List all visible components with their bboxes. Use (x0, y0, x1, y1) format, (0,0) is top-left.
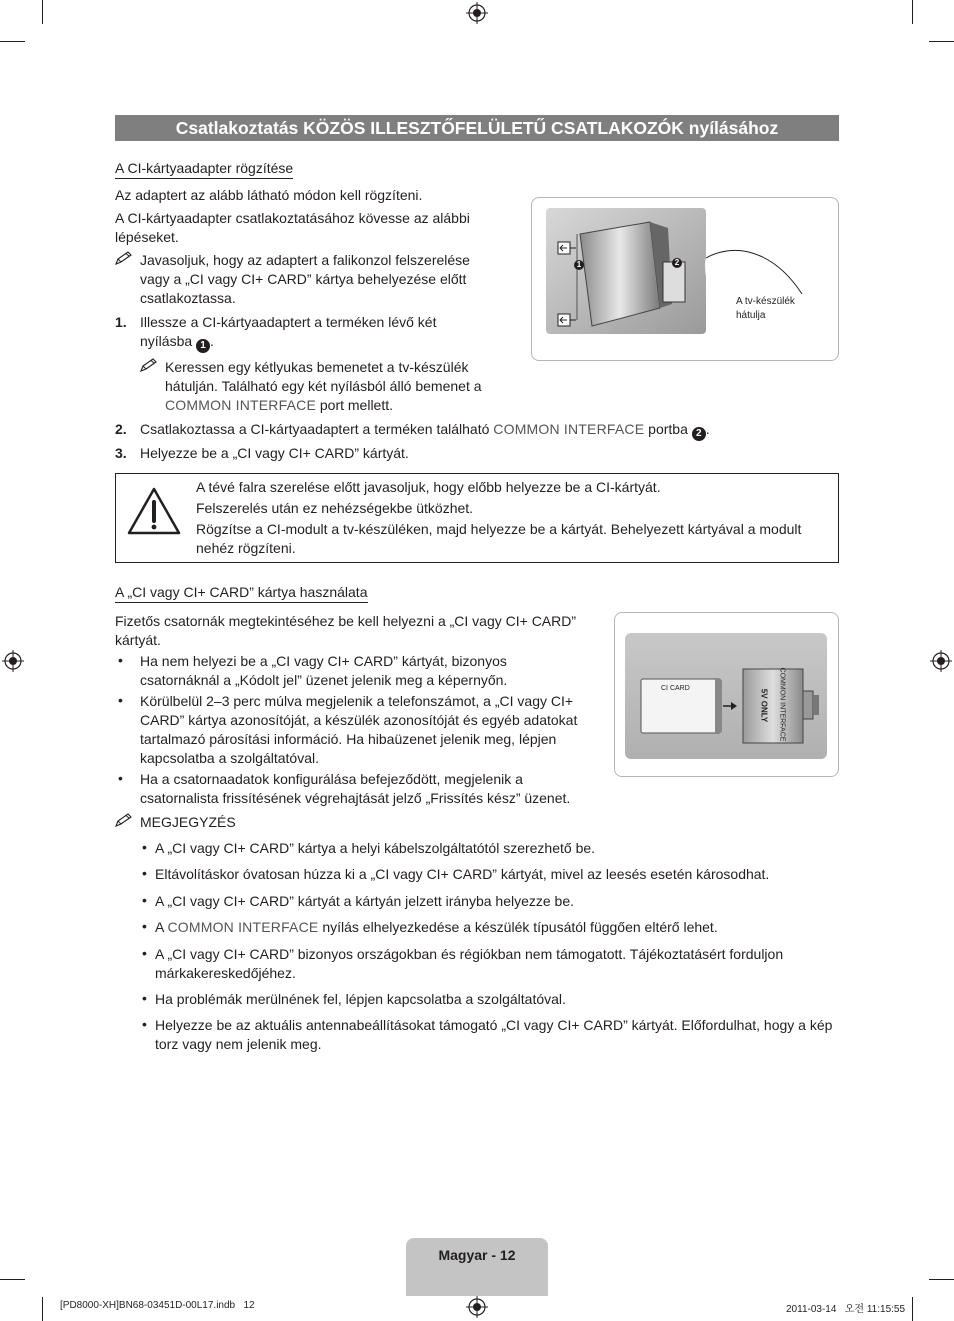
registration-mark-icon (466, 2, 488, 24)
note-item-pre: A (155, 919, 164, 935)
punctuation: . (210, 333, 214, 349)
note-text-post: port mellett. (319, 397, 394, 413)
step-number: 1. (115, 314, 127, 330)
crop-mark (0, 1279, 25, 1280)
figure-label: hátulja (736, 310, 766, 321)
note-item-post: nyílás elhelyezkedése a készülék típusától függően eltérő lehet. (322, 919, 718, 935)
step-marker-2: 2 (692, 427, 706, 441)
warning-line: Felszerelés után ez nehézségekbe ütközhet. (196, 500, 474, 516)
bullet-dot: • (142, 892, 147, 908)
crop-mark (912, 0, 913, 24)
bullet-dot: • (118, 770, 123, 786)
common-interface-label: COMMON INTERFACE (167, 919, 319, 935)
note-item: Eltávolításkor óvatosan húzza ki a „CI vagy CI+ CARD” kártyát, mivel az leesés esetén károsodhat. (155, 866, 770, 882)
figure-adapter-install (531, 197, 839, 361)
step-number: 2. (115, 421, 127, 437)
step-number: 3. (115, 445, 127, 461)
paragraph: Fizetős csatornák megtekintéséhez be kell helyezni a „CI vagy CI+ CARD” kártyát. (115, 613, 577, 648)
note-item: A „CI vagy CI+ CARD” kártyát a kártyán jelzett irányba helyezze be. (155, 893, 575, 909)
module-label: 5V ONLY (759, 688, 769, 723)
step-text-post: portba (648, 421, 688, 437)
note-text: Javasoljuk, hogy az adaptert a falikonzol felszerelése vagy a „CI vagy CI+ CARD” kártya behelyezése előtt csatlakoztassa. (140, 252, 470, 306)
note-item (155, 918, 835, 937)
punctuation: . (705, 421, 710, 437)
common-interface-label: COMMON INTERFACE (165, 397, 316, 413)
note-pencil-icon (115, 251, 133, 265)
note-item: A „CI vagy CI+ CARD” kártya a helyi kábelszolgáltatótól szerezhető be. (155, 840, 596, 856)
registration-mark-icon (466, 1296, 488, 1318)
registration-mark-icon (2, 650, 24, 672)
bullet-dot: • (142, 990, 147, 1006)
step-text: Helyezze be a „CI vagy CI+ CARD” kártyát. (140, 445, 409, 461)
bullet-text: Ha a csatornaadatok konfigurálása befejeződött, megjelenik a csatornalista frissítésének végrehajtását jelző „Frissítés kész” üzenet. (140, 771, 571, 806)
registration-mark-icon (930, 650, 952, 672)
bullet-dot: • (142, 945, 147, 961)
warning-box (115, 473, 839, 563)
page-number: Magyar - 12 (438, 1247, 516, 1263)
crop-mark (929, 1279, 954, 1280)
section-heading-ci-card: A „CI vagy CI+ CARD” kártya használata (115, 584, 368, 603)
figure-label: A tv-készülék (736, 296, 795, 307)
step-text-pre: Csatlakoztassa a CI-kártyaadaptert a terméken található (140, 421, 490, 437)
figure-marker-2: 2 (674, 258, 680, 267)
bullet-dot: • (118, 692, 123, 708)
figure-ci-card (614, 612, 839, 777)
ci-card-illustration (615, 613, 838, 776)
bullet-dot: • (118, 652, 123, 668)
note-text (165, 358, 505, 415)
figure-marker-1: 1 (576, 260, 582, 269)
bullet-dot: • (142, 918, 147, 934)
crop-mark (42, 1297, 43, 1321)
paragraph: A CI-kártyaadapter csatlakoztatásához kövesse az alábbi lépéseket. (115, 210, 470, 245)
crop-mark (42, 0, 43, 24)
bullet-dot: • (142, 839, 147, 855)
file-info: [PD8000-XH]BN68-03451D-00L17.indb 12 (60, 1300, 255, 1311)
note-pencil-icon (140, 358, 158, 372)
crop-mark (929, 41, 954, 42)
warning-line: Rögzítse a CI-modult a tv-készüléken, majd helyezze be a kártyát. Behelyezett kártyával a modult nehéz rögzíteni. (196, 521, 802, 556)
page-title: Csatlakoztatás KÖZÖS ILLESZTŐFELÜLETŰ CSATLAKOZÓK nyílásához (115, 115, 839, 141)
bullet-text: Ha nem helyezi be a „CI vagy CI+ CARD” kártyát, bizonyos csatornáknál a „Kódolt jel” üzenet jelenik meg a képernyőn. (140, 653, 508, 688)
note-pencil-icon (115, 813, 133, 827)
note-item: Ha problémák merülnének fel, lépjen kapcsolatba a szolgáltatóval. (155, 991, 566, 1007)
note-text-pre: Keressen egy kétlyukas bemenetet a tv-készülék hátulján. Található egy két nyílásból álló bemenet a (165, 359, 482, 394)
common-interface-label: COMMON INTERFACE (493, 421, 645, 437)
warning-triangle-icon (126, 486, 182, 536)
ci-card-label: CI CARD (661, 685, 690, 692)
step-text (140, 313, 470, 353)
step-text (140, 420, 840, 441)
crop-mark (912, 1297, 913, 1321)
timestamp: 2011-03-14 오전 11:15:55 (786, 1304, 906, 1315)
warning-line: A tévé falra szerelése előtt javasoljuk, hogy előbb helyezze be a CI-kártyát. (196, 479, 661, 495)
bullet-dot: • (142, 1016, 147, 1032)
paragraph: Az adaptert az alább látható módon kell rögzíteni. (115, 187, 423, 203)
note-item: A „CI vagy CI+ CARD” bizonyos országokban és régiókban nem támogatott. Tájékoztatásért forduljon márkakereskedőjéhez. (155, 946, 784, 981)
adapter-illustration (532, 198, 838, 360)
crop-mark (0, 41, 25, 42)
bullet-dot: • (142, 865, 147, 881)
note-heading: MEGJEGYZÉS (140, 814, 236, 830)
step-text-label: Illessze a CI-kártyaadaptert a terméken lévő két nyílásba (140, 314, 437, 349)
step-marker-1: 1 (196, 339, 210, 353)
module-label: COMMON INTERFACE (778, 667, 786, 742)
bullet-text: Körülbelül 2–3 perc múlva megjelenik a telefonszámot, a „CI vagy CI+ CARD” kártya azonosítóját, a készülék azonosítóját és egyéb adatokat tartalmazó párosítási információ. Ha hibaüzenet jelenik meg, lépjen kapcsolatba a szolgáltatóval. (140, 693, 578, 766)
section-heading-ci-adapter: A CI-kártyaadapter rögzítése (115, 160, 293, 179)
note-item: Helyezze be az aktuális antennabeállításokat támogató „CI vagy CI+ CARD” kártyát. Előfordulhat, hogy a kép torz vagy nem jelenik meg. (155, 1017, 833, 1052)
